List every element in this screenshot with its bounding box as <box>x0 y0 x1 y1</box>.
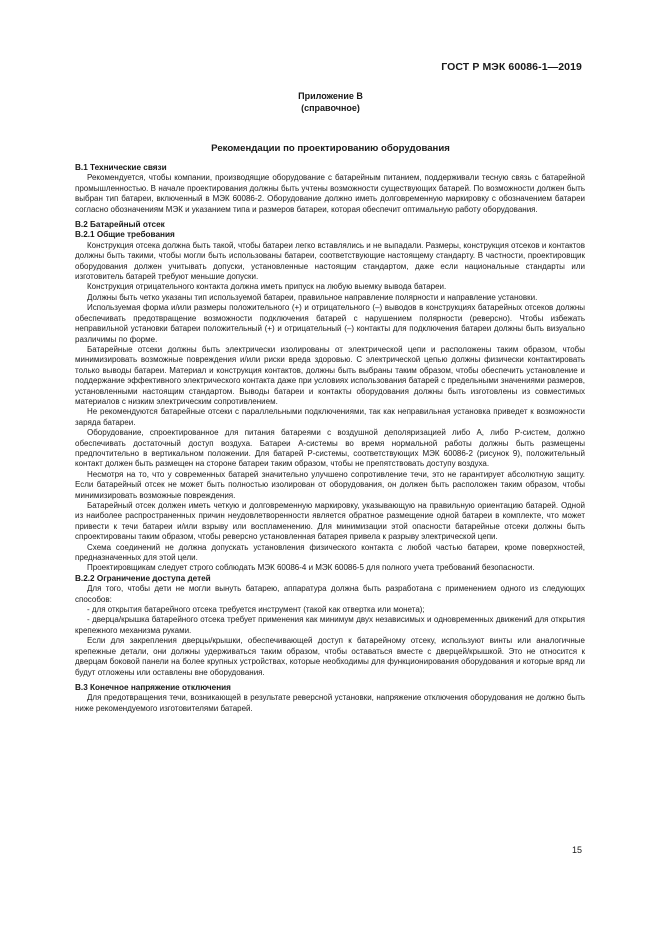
paragraph: Конструкция отсека должна быть такой, чтобы батареи легко вставлялись и не выпадали. Размеры, конструкция отсеков и контактов должны быть такими, чтобы могли быть использованы батареи, соответствующие настоящему стандарту. В частности, проектировщик оборудования должен учитывать допуски, установленные настоящим стандартом, даже если национальные стандарты или изготовитель батарей требуют меньшие допуски. <box>75 240 585 282</box>
paragraph: Для того, чтобы дети не могли вынуть батарею, аппаратура должна быть разработана с применением одного из следующих способов: <box>75 584 585 604</box>
section-heading-b2: В.2 Батарейный отсек <box>75 220 165 230</box>
paragraph: Схема соединений не должна допускать установления физического контакта с любой частью батареи, кроме поверхностей, предназначенных для этой цели. <box>75 542 585 563</box>
paragraph: Проектировщикам следует строго соблюдать МЭК 60086-4 и МЭК 60086-5 для полного учета требований безопасности. <box>87 563 535 573</box>
main-title: Рекомендации по проектированию оборудования <box>211 143 450 154</box>
section-heading-b22: В.2.2 Ограничение доступа детей <box>75 573 211 583</box>
paragraph: Оборудование, спроектированное для питания батареями с воздушной деполяризацией либо А, либо Р-систем, должно обеспечивать достаточный доступ воздуха. Батареи А-системы во время нормальной работы должны быть размещены предпочтительно в вертикальном положении. Для батарей Р-системы, соответствующих МЭК 60086-2 (рисунок 9), положительный контакт должен быть размещен на стороне батареи таким образом, чтобы не препятствовать доступу воздуха. <box>75 428 585 469</box>
paragraph: Несмотря на то, что у современных батарей значительно улучшено сопротивление течи, это не гарантирует абсолютную защиту. Если батарейный отсек не может быть полностью изолирован от оборудования, он должен быть расположен таким образом, чтобы минимизировать возможные повреждения. <box>75 469 585 500</box>
document-code: ГОСТ Р МЭК 60086-1—2019 <box>441 61 582 73</box>
section-heading-b21: В.2.1 Общие требования <box>75 230 175 240</box>
section-heading-b1: В.1 Технические связи <box>75 163 167 172</box>
paragraph: Рекомендуется, чтобы компании, производящие оборудование с батарейным питанием, поддерживали тесную связь с батарейной промышленностью. В начале проектирования должны быть учтены возможности существующих батарей. По возможности должен быть выбран тип батареи, включенный в МЭК 60086-2. Оборудование должно иметь долговременную маркировку с обозначением батареи согласно обозначениям МЭК и указанием типа и размеров батареи, которая обеспечит оптимальную работу оборудования. <box>75 173 585 214</box>
paragraph: Используемая форма и/или размеры положительного (+) и отрицательного (–) выводов в конструкциях батарейных отсеков должны обеспечивать предотвращение возможности подключения батарей с нарушением полярности (реверсно). Чтобы избежать неправильной установки батареи положительный (+) и отрицательный (–) контакты для подключения батареи должны быть визуально различимы по форме. <box>75 303 585 344</box>
paragraph: Для предотвращения течи, возникающей в результате реверсной установки, напряжение отключения оборудования не должно быть ниже рекомендуемого изготовителями батарей. <box>75 693 585 713</box>
paragraph: Батарейный отсек должен иметь четкую и долговременную маркировку, указывающую на правильную ориентацию батарей. Одной из наиболее распространенных причин неудовлетворенности является обратное размещение одной батареи в комплекте, что может привести к течи батареи и/или взрыву или воспламенению. Для минимизации этой опасности батарейные отсеки должны быть спроектированы таким образом, чтобы реверсно установленная батарея привела к разрыву электрической цепи. <box>75 501 585 542</box>
paragraph: Конструкция отрицательного контакта должна иметь припуск на любую выемку вывода батареи. <box>87 282 447 292</box>
appendix-title: Приложение В <box>298 91 363 101</box>
paragraph: Батарейные отсеки должны быть электрически изолированы от электрической цепи и расположены таким образом, чтобы минимизировать возможные повреждения и/или риски вреда здоровью. С электрической цепью должны физически контактировать только выводы батареи. Материал и конструкция контактов, должны быть выбраны таким образом, чтобы обеспечить установление и поддержание эффективного электрического контакта даже при условиях использования батарей с предельными значениями размеров, установленными настоящим стандартом. Выводы батареи и контакты оборудования должны быть изготовлены из совместимых материалов с низким электрическим сопротивлением. <box>75 344 585 406</box>
page-number: 15 <box>571 845 582 855</box>
list-item: - дверца/крышка батарейного отсека требует применения как минимум двух независимых и одновременных движений для открытия крепежного механизма руками. <box>75 615 585 635</box>
paragraph: Должны быть четко указаны тип используемой батареи, правильное направление полярности и направление установки. <box>87 292 538 302</box>
appendix-note: (справочное) <box>301 103 360 113</box>
list-item: - для открытия батарейного отсека требуется инструмент (такой как отвертка или монета); <box>87 605 425 615</box>
section-heading-b3: В.3 Конечное напряжение отключения <box>75 682 231 692</box>
document-body <box>75 163 585 714</box>
paragraph: Не рекомендуются батарейные отсеки с параллельными подключениями, так как неправильная установка приведет к возможности заряда батареи. <box>75 407 585 427</box>
paragraph: Если для закрепления дверцы/крышки, обеспечивающей доступ к батарейному отсеку, используют винты или аналогичные крепежные детали, они должны удерживаться таким образом, чтобы оставаться вместе с дверцей/крышкой. Это не относится к дверцам боковой панели на более крупных устройствах, которые необходимы для функционирования оборудования и которые вряд ли будут отложены или оставлены вне оборудования. <box>75 636 585 677</box>
appendix-heading <box>0 90 661 114</box>
